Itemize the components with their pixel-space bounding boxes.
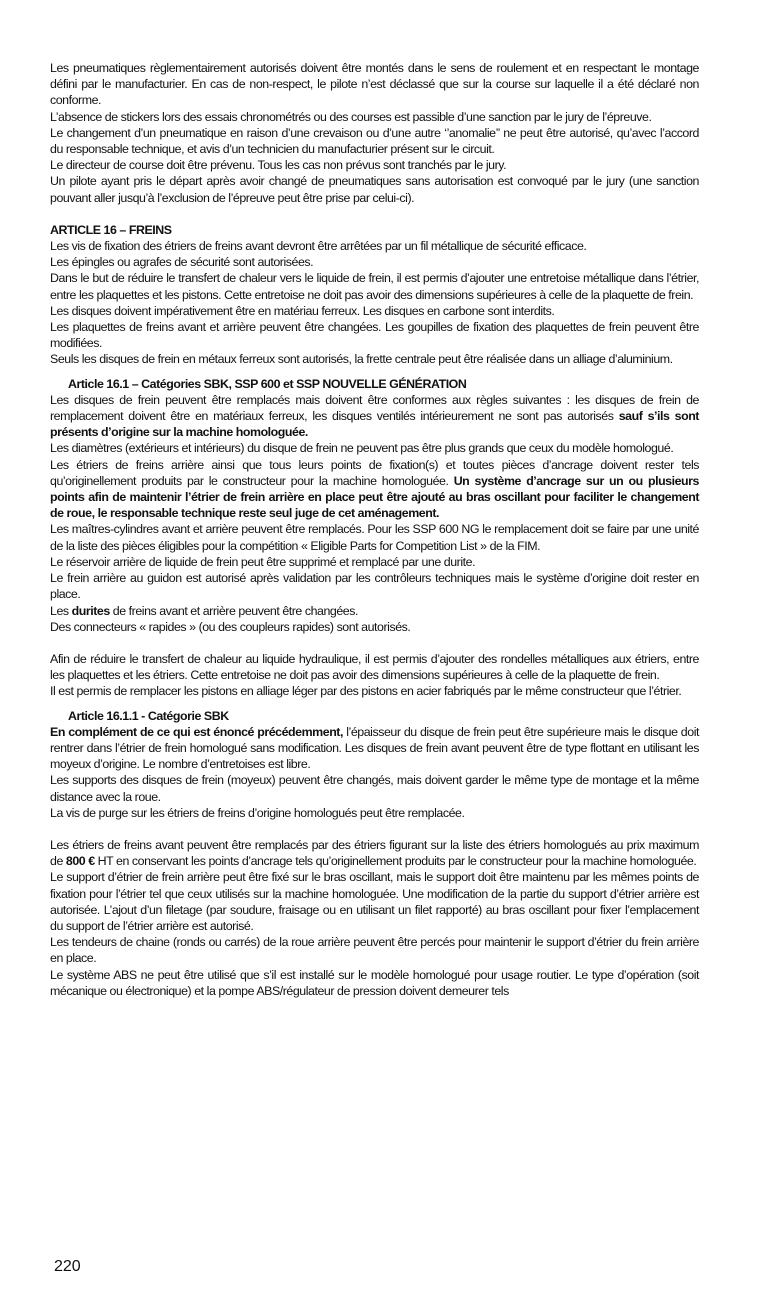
paragraph: Les diamètres (extérieurs et intérieurs) du disque de frein ne peuvent pas être plus grands que ceux du modèle homologué.	[50, 441, 674, 456]
paragraph: Les durites de freins avant et arrière peuvent être changées.	[50, 603, 358, 618]
paragraph: Les plaquettes de freins avant et arrière peuvent être changées. Les goupilles de fixation des plaquettes de frein peuvent être modifiées.	[50, 320, 699, 351]
paragraph: Seuls les disques de frein en métaux ferreux sont autorisés, la frette centrale peut être réalisée dans un alliage d’aluminium.	[50, 352, 673, 367]
paragraph: Les pneumatiques règlementairement autorisés doivent être montés dans le sens de roulement et en respectant le montage défini par le manufacturier. En cas de non-respect, le pilote n’est déclassé que sur la course sur laquelle il a été déclaré non conforme.	[50, 61, 699, 108]
paragraph: Le changement d’un pneumatique en raison d’une crevaison ou d’une autre ‘’anomalie’’ ne peut être autorisé, qu’avec l’accord du responsable technique, et avis d’un technicien du manufacturier présent sur le circuit.	[50, 125, 699, 157]
paragraph: Les étriers de freins arrière ainsi que tous leurs points de fixation(s) et toutes pièces d’ancrage doivent rester tels qu’originellement produits par le constructeur pour la machine homologuée. Un système d’ancrage sur un ou plusieurs points afin de maintenir l’étrier de frein arrière en place peut être ajouté au bras oscillant pour faciliter le changement de roue, le responsable technique reste seul juge de cet aménagement.	[50, 457, 699, 521]
paragraph: Dans le but de réduire le transfert de chaleur vers le liquide de frein, il est permis d’ajouter une entretoise métallique dans l’étrier, entre les plaquettes et les pistons. Cette entretoise ne doit pas avoir des dimensions supérieures à celle de la plaquette de frein.	[50, 271, 699, 302]
paragraph: Le réservoir arrière de liquide de frein peut être supprimé et remplacé par une durite.	[50, 554, 476, 569]
paragraph: Des connecteurs « rapides » (ou des coupleurs rapides) sont autorisés.	[50, 619, 411, 634]
paragraph: Les supports des disques de frein (moyeux) peuvent être changés, mais doivent garder le même type de montage et la même distance avec la roue.	[50, 773, 699, 804]
paragraph: L’absence de stickers lors des essais chronométrés ou des courses est passible d’une sanction par le jury de l’épreuve.	[50, 109, 652, 124]
page-number: 220	[54, 1258, 81, 1275]
paragraph: En complément de ce qui est énoncé précédemment, l’épaisseur du disque de frein peut être supérieure mais le disque doit rentrer dans l’étrier de frein homologué sans modification. Les disques de frein avant peuvent être de type flottant en utilisant les moyeux d’origine. Le nombre d’entretoises est libre.	[50, 724, 699, 772]
article-16-1-1-heading: Article 16.1.1 - Catégorie SBK	[68, 708, 229, 723]
paragraph: Le système ABS ne peut être utilisé que s’il est installé sur le modèle homologué pour usage routier. Le type d’opération (soit mécanique ou électronique) et la pompe ABS/régulateur de pression doivent demeurer tels	[50, 967, 699, 998]
article-16-1-heading: Article 16.1 – Catégories SBK, SSP 600 et SSP NOUVELLE GÉNÉRATION	[68, 376, 467, 391]
document-body	[50, 60, 699, 999]
paragraph: Les étriers de freins avant peuvent être remplacés par des étriers figurant sur la liste des étriers homologués au prix maximum de 800 € HT en conservant les points d’ancrage tels qu’originellement produits par le constructeur pour la machine homologuée.	[50, 837, 699, 869]
paragraph: Les disques de frein peuvent être remplacés mais doivent être conformes aux règles suivantes : les disques de frein de remplacement doivent être en matériaux ferreux, les disques ventilés intérieurement ne sont pas autorisés sauf s’ils sont présents d’origine sur la machine homologuée.	[50, 392, 699, 440]
paragraph: La vis de purge sur les étriers de freins d’origine homologués peut être remplacée.	[50, 805, 465, 820]
paragraph: Il est permis de remplacer les pistons en alliage léger par des pistons en acier fabriqués par le même constructeur que l’étrier.	[50, 684, 682, 699]
paragraph: Les tendeurs de chaine (ronds ou carrés) de la roue arrière peuvent être percés pour maintenir le support d’étrier du frein arrière en place.	[50, 935, 699, 966]
article-16-heading: ARTICLE 16 – FREINS	[50, 222, 172, 237]
paragraph: Un pilote ayant pris le départ après avoir changé de pneumatiques sans autorisation est convoqué par le jury (une sanction pouvant aller jusqu’à l’exclusion de l’épreuve peut être prise par celui-ci).	[50, 174, 699, 205]
paragraph: Le directeur de course doit être prévenu. Tous les cas non prévus sont tranchés par le jury.	[50, 158, 507, 173]
paragraph: Les maîtres-cylindres avant et arrière peuvent être remplacés. Pour les SSP 600 NG le remplacement doit se faire par une unité de la liste des pièces éligibles pour la compétition « Eligible Parts for Competition List » de la FIM.	[50, 522, 699, 553]
paragraph: Les épingles ou agrafes de sécurité sont autorisées.	[50, 255, 314, 270]
paragraph: Les disques doivent impérativement être en matériau ferreux. Les disques en carbone sont interdits.	[50, 303, 555, 318]
paragraph: Le frein arrière au guidon est autorisé après validation par les contrôleurs techniques mais le système d’origine doit rester en place.	[50, 571, 699, 602]
paragraph: Le support d’étrier de frein arrière peut être fixé sur le bras oscillant, mais le support doit être maintenu par les mêmes points de fixation pour l’étrier tel que ceux utilisés sur la machine homologuée. Une modification de la partie du support d’étrier arrière est autorisée. L’ajout d’un filetage (par soudure, fraisage ou en utilisant un filet rapporté) au bras oscillant pour fixer l’emplacement du support de l’étrier arrière est autorisé.	[50, 870, 699, 933]
paragraph: Afin de réduire le transfert de chaleur au liquide hydraulique, il est permis d’ajouter des rondelles métalliques aux étriers, entre les plaquettes et les étriers. Cette entretoise ne doit pas avoir des dimensions supérieures à celle de la plaquette de frein.	[50, 651, 699, 683]
paragraph: Les vis de fixation des étriers de freins avant devront être arrêtées par un fil métallique de sécurité efficace.	[50, 239, 587, 254]
